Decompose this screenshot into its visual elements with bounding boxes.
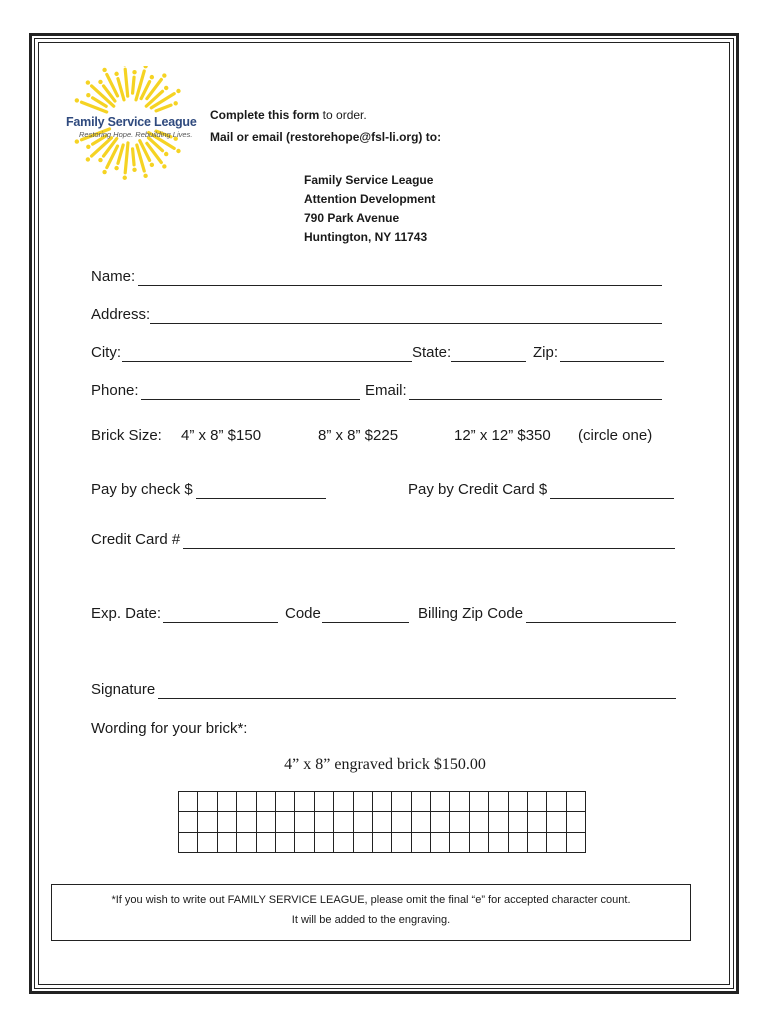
grid-cell[interactable] xyxy=(256,792,275,812)
billing-zip-label: Billing Zip Code xyxy=(418,605,524,622)
address-label: Address: xyxy=(91,306,151,323)
sun-dot xyxy=(176,89,180,93)
sun-dot xyxy=(86,80,90,84)
name-label: Name: xyxy=(91,268,136,285)
grid-cell[interactable] xyxy=(295,812,314,832)
brick-size-label: Brick Size: xyxy=(91,427,162,444)
credit-card-number-field[interactable] xyxy=(183,548,675,549)
grid-cell[interactable] xyxy=(217,792,236,812)
credit-card-number-label: Credit Card # xyxy=(91,531,181,548)
city-label: City: xyxy=(91,344,121,361)
address-line-1: Family Service League xyxy=(304,173,434,187)
grid-cell[interactable] xyxy=(392,812,411,832)
logo-name: Family Service League xyxy=(66,115,197,129)
sun-dot xyxy=(114,166,118,170)
engraved-brick-title: 4” x 8” engraved brick $150.00 xyxy=(284,756,486,773)
exp-date-label: Exp. Date: xyxy=(91,605,162,622)
grid-cell[interactable] xyxy=(450,792,469,812)
sun-ray xyxy=(125,69,127,96)
grid-cell[interactable] xyxy=(275,832,294,852)
grid-cell[interactable] xyxy=(353,832,372,852)
sun-dot xyxy=(150,75,154,79)
zip-label: Zip: xyxy=(533,344,559,361)
sun-dot xyxy=(164,152,168,156)
grid-cell[interactable] xyxy=(275,792,294,812)
state-label: State: xyxy=(412,344,452,361)
grid-cell[interactable] xyxy=(372,792,391,812)
grid-row xyxy=(179,812,586,832)
grid-cell[interactable] xyxy=(237,832,256,852)
phone-field[interactable] xyxy=(141,399,360,400)
sun-ray xyxy=(156,105,171,111)
pay-by-card-field[interactable] xyxy=(550,498,674,499)
address-line-2: Attention Development xyxy=(304,192,436,206)
billing-zip-field[interactable] xyxy=(526,622,676,623)
grid-cell[interactable] xyxy=(528,812,547,832)
engraving-note-box xyxy=(51,884,691,941)
grid-cell[interactable] xyxy=(431,792,450,812)
sun-dot xyxy=(86,157,90,161)
address-line-4: Huntington, NY 11743 xyxy=(304,230,428,244)
grid-cell[interactable] xyxy=(489,832,508,852)
sun-dot xyxy=(102,68,106,72)
grid-cell[interactable] xyxy=(469,832,488,852)
phone-label: Phone: xyxy=(91,382,139,399)
grid-cell[interactable] xyxy=(372,832,391,852)
grid-cell[interactable] xyxy=(179,792,198,812)
grid-cell[interactable] xyxy=(566,812,585,832)
grid-cell[interactable] xyxy=(295,792,314,812)
city-field[interactable] xyxy=(122,361,412,362)
grid-cell[interactable] xyxy=(334,812,353,832)
grid-cell[interactable] xyxy=(528,792,547,812)
email-label: Email: xyxy=(365,382,407,399)
grid-cell[interactable] xyxy=(179,812,198,832)
brick-option-8x8[interactable]: 8” x 8” $225 xyxy=(318,427,399,444)
grid-cell[interactable] xyxy=(566,792,585,812)
sun-dot xyxy=(102,170,106,174)
complete-form-bold: Complete this form xyxy=(210,108,320,122)
grid-row xyxy=(179,832,586,852)
grid-cell[interactable] xyxy=(508,832,527,852)
family-service-league-logo xyxy=(62,66,207,188)
circle-one-hint: (circle one) xyxy=(578,427,653,444)
sun-ray xyxy=(133,77,134,93)
zip-field[interactable] xyxy=(560,361,664,362)
sun-dot xyxy=(75,139,79,143)
grid-cell[interactable] xyxy=(334,792,353,812)
brick-option-12x12[interactable]: 12” x 12” $350 xyxy=(454,427,551,444)
sun-dot xyxy=(86,93,90,97)
grid-cell[interactable] xyxy=(411,792,430,812)
sun-dot xyxy=(123,176,127,180)
grid-cell[interactable] xyxy=(198,792,217,812)
complete-form-line xyxy=(210,108,367,122)
grid-cell[interactable] xyxy=(450,812,469,832)
sun-dot xyxy=(162,73,166,77)
sun-dot xyxy=(75,98,79,102)
sun-ray xyxy=(118,145,123,163)
name-field[interactable] xyxy=(138,285,662,286)
grid-cell[interactable] xyxy=(295,832,314,852)
wording-label: Wording for your brick*: xyxy=(91,720,248,737)
pay-by-card-label: Pay by Credit Card $ xyxy=(408,481,548,498)
grid-cell[interactable] xyxy=(179,832,198,852)
grid-cell[interactable] xyxy=(411,832,430,852)
grid-cell[interactable] xyxy=(411,812,430,832)
grid-cell[interactable] xyxy=(275,812,294,832)
sun-dot xyxy=(132,70,136,74)
grid-cell[interactable] xyxy=(489,792,508,812)
grid-cell[interactable] xyxy=(353,792,372,812)
grid-cell[interactable] xyxy=(314,792,333,812)
sun-dot xyxy=(132,168,136,172)
grid-cell[interactable] xyxy=(392,832,411,852)
grid-cell[interactable] xyxy=(217,832,236,852)
sun-dot xyxy=(98,80,102,84)
brick-wording-grid xyxy=(178,791,586,853)
grid-cell[interactable] xyxy=(528,832,547,852)
code-label: Code xyxy=(285,605,321,622)
sun-dot xyxy=(176,149,180,153)
complete-form-rest: to order. xyxy=(319,108,367,122)
engraving-note-line-1: *If you wish to write out FAMILY SERVICE LEAGUE, please omit the final “e” for accepted character count. xyxy=(111,894,631,906)
grid-cell[interactable] xyxy=(547,832,566,852)
email-field[interactable] xyxy=(409,399,662,400)
grid-cell[interactable] xyxy=(198,832,217,852)
grid-cell[interactable] xyxy=(314,812,333,832)
grid-cell[interactable] xyxy=(256,832,275,852)
grid-cell[interactable] xyxy=(469,792,488,812)
grid-cell[interactable] xyxy=(237,812,256,832)
grid-cell[interactable] xyxy=(566,832,585,852)
sun-ray xyxy=(125,143,128,173)
pay-by-check-field[interactable] xyxy=(196,498,326,499)
brick-option-4x8[interactable]: 4” x 8” $150 xyxy=(181,427,262,444)
grid-cell[interactable] xyxy=(237,792,256,812)
sun-dot xyxy=(150,163,154,167)
sun-dot xyxy=(164,86,168,90)
sun-dot xyxy=(143,174,147,178)
grid-cell[interactable] xyxy=(256,812,275,832)
state-field[interactable] xyxy=(451,361,526,362)
pay-by-check-label: Pay by check $ xyxy=(91,481,193,498)
grid-cell[interactable] xyxy=(334,832,353,852)
sun-dot xyxy=(173,101,177,105)
grid-cell[interactable] xyxy=(547,812,566,832)
address-line-3: 790 Park Avenue xyxy=(304,211,400,225)
signature-field[interactable] xyxy=(158,698,676,699)
sun-dot xyxy=(162,164,166,168)
grid-cell[interactable] xyxy=(392,792,411,812)
grid-cell[interactable] xyxy=(431,832,450,852)
sun-ray xyxy=(133,149,134,165)
logo-tagline: Restoring Hope. Rebuilding Lives. xyxy=(79,130,193,139)
grid-cell[interactable] xyxy=(217,812,236,832)
signature-label: Signature xyxy=(91,681,156,698)
grid-cell[interactable] xyxy=(314,832,333,852)
grid-cell[interactable] xyxy=(372,812,391,832)
grid-cell[interactable] xyxy=(450,832,469,852)
address-field[interactable] xyxy=(150,323,662,324)
grid-cell[interactable] xyxy=(198,812,217,832)
sun-dot xyxy=(143,66,147,68)
engraving-note-line-2: It will be added to the engraving. xyxy=(291,914,451,926)
code-field[interactable] xyxy=(322,622,409,623)
exp-date-field[interactable] xyxy=(163,622,278,623)
mail-email-line: Mail or email (restorehope@fsl-li.org) to: xyxy=(210,130,442,144)
sun-dot xyxy=(114,72,118,76)
grid-cell[interactable] xyxy=(431,812,450,832)
grid-cell[interactable] xyxy=(489,812,508,832)
sun-dot xyxy=(86,145,90,149)
grid-row xyxy=(179,792,586,812)
grid-cell[interactable] xyxy=(547,792,566,812)
sun-dot xyxy=(98,158,102,162)
grid-cell[interactable] xyxy=(353,812,372,832)
grid-cell[interactable] xyxy=(469,812,488,832)
grid-cell[interactable] xyxy=(508,812,527,832)
grid-cell[interactable] xyxy=(508,792,527,812)
